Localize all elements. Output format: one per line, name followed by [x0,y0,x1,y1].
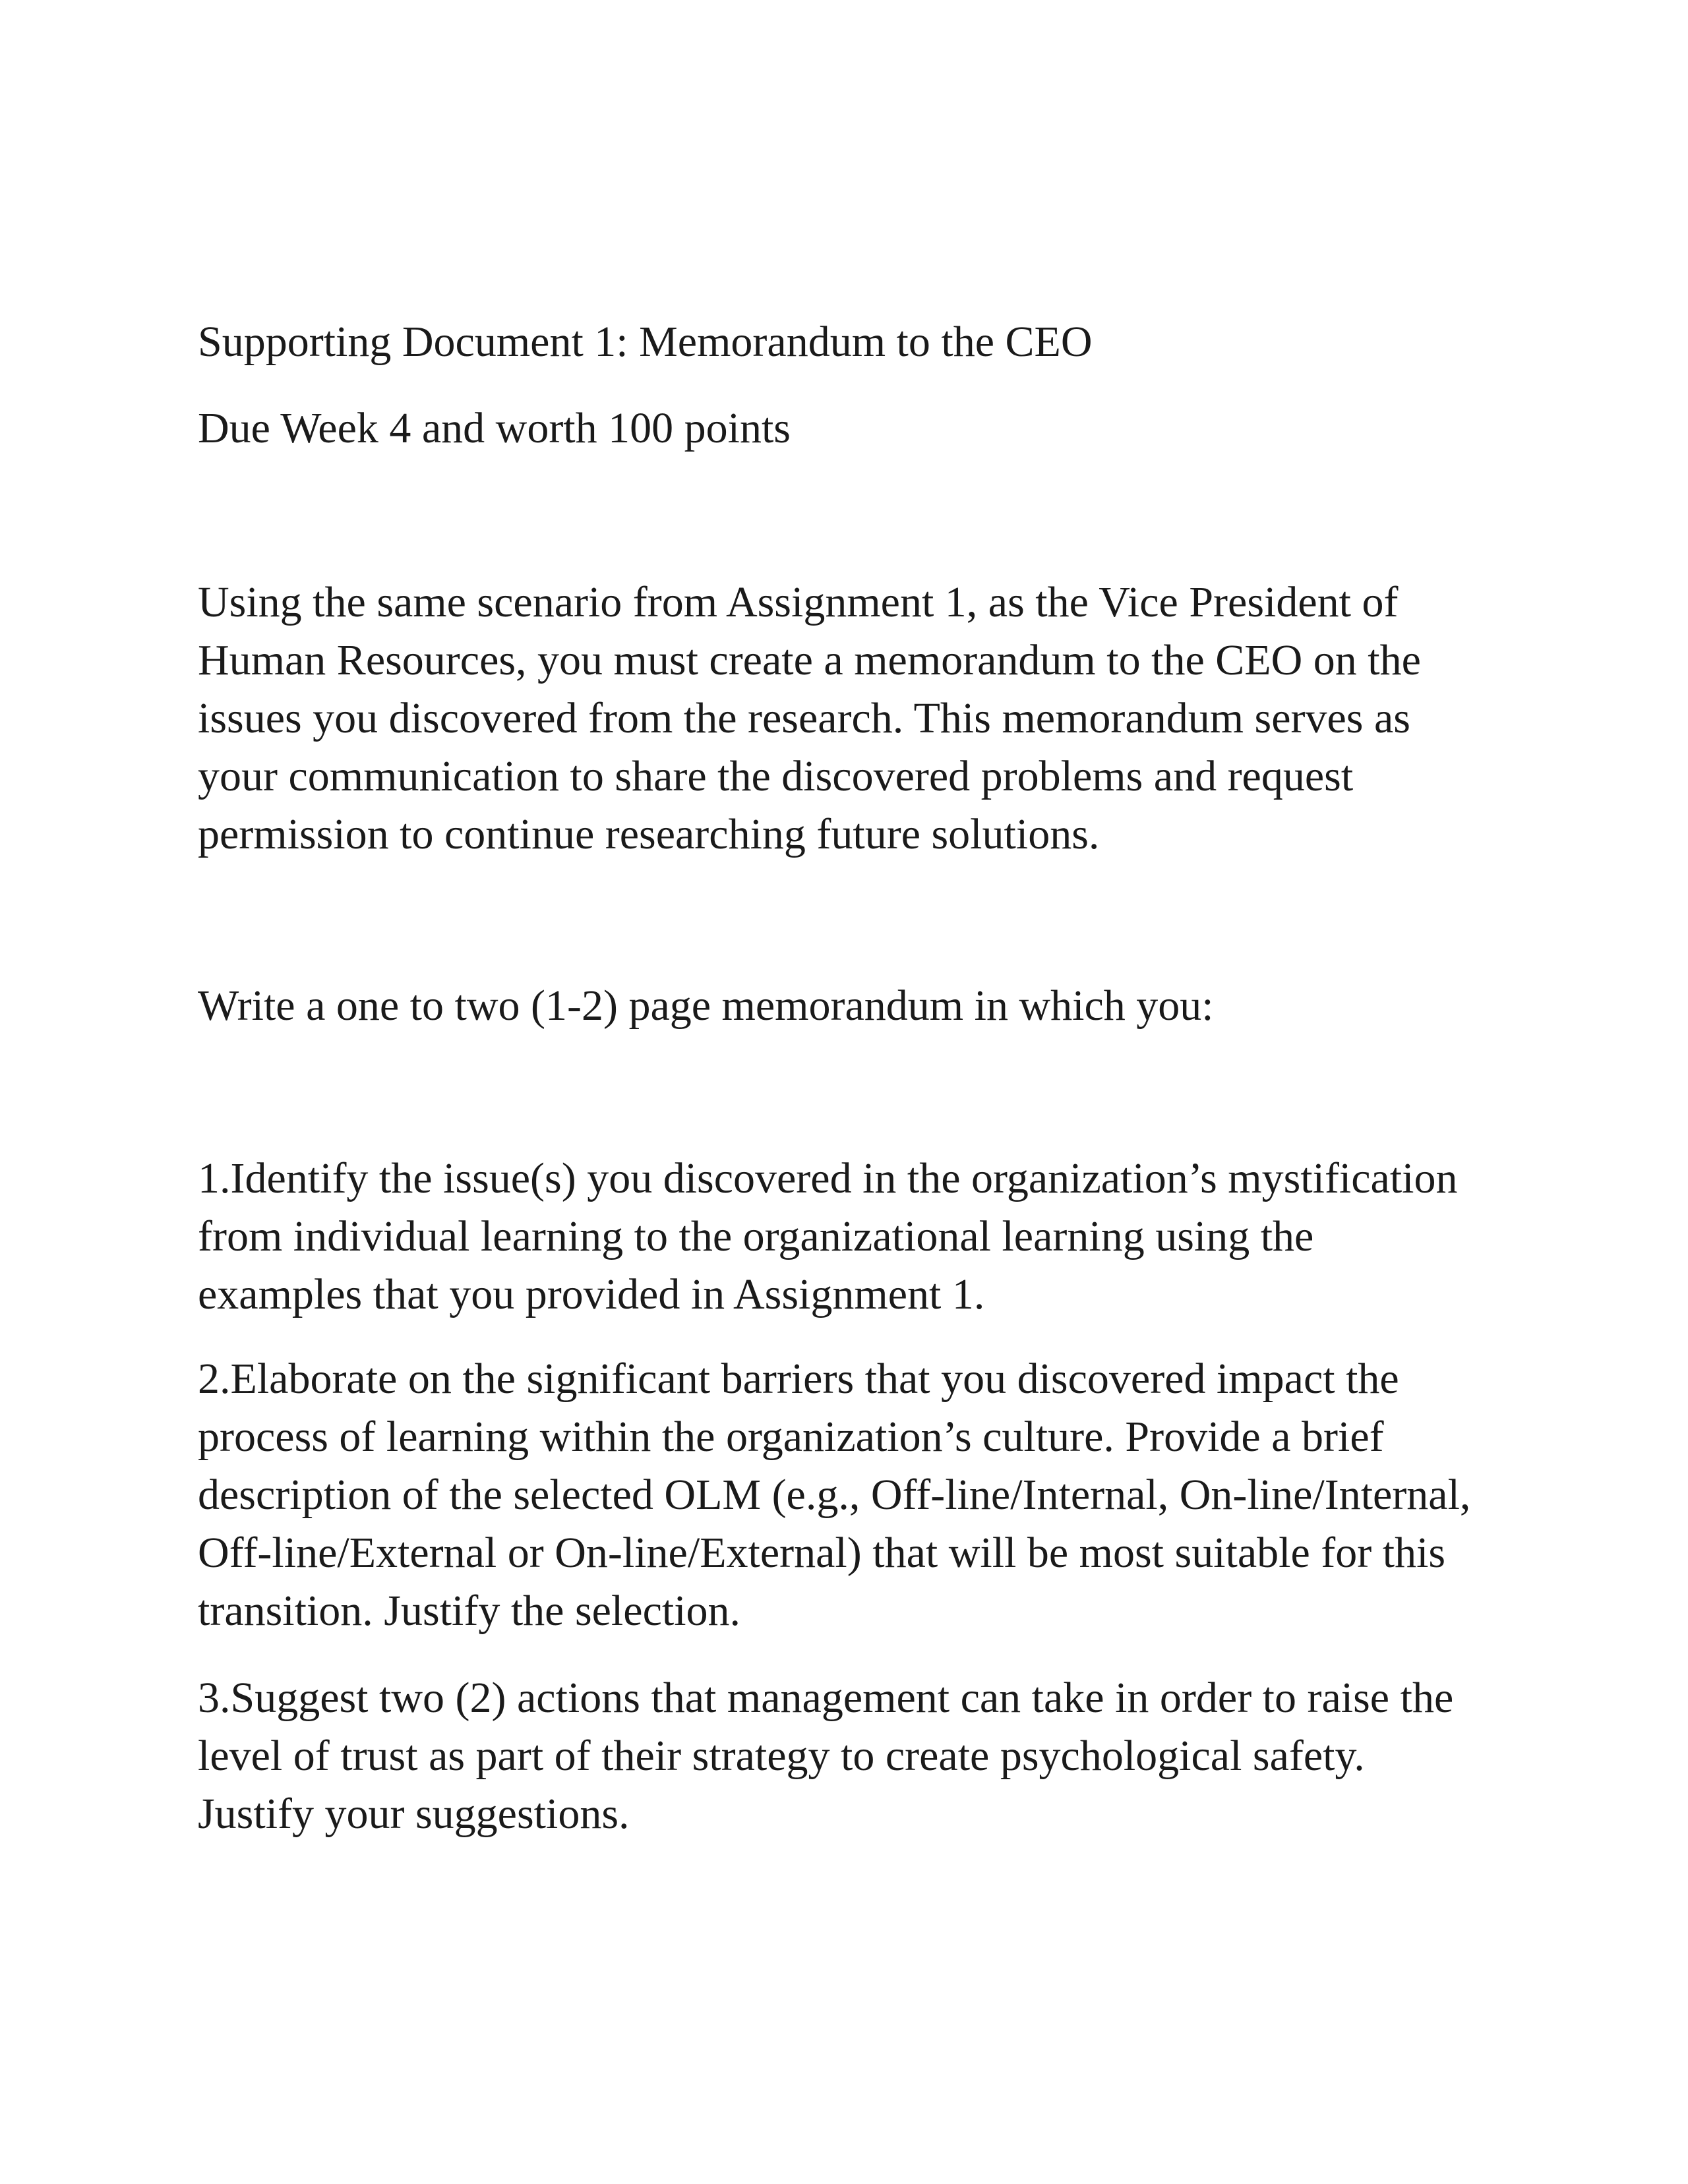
document-title: Supporting Document 1: Memorandum to the CEO [198,318,1093,366]
list-item-2: 2.Elaborate on the significant barriers that you discovered impact the process of learning within the organization’s culture. Provide a brief description of the selected OLM (e.g., Off-line/Internal, On-line/Internal, Off-line/External or On-line/External) that will be most suitable for this transition. Justify the selection. [198,1355,1471,1635]
intro-paragraph: Using the same scenario from Assignment 1, as the Vice President of Human Resources, you must create a memorandum to the CEO on the issues you discovered from the research. This memorandum serves as your communication to share the discovered problems and request permission to continue researching future solutions. [198,578,1421,858]
list-item-3: 3.Suggest two (2) actions that management can take in order to raise the level of trust as part of their strategy to create psychological safety. Justify your suggestions. [198,1674,1454,1838]
instruction-prompt: Write a one to two (1-2) page memorandum in which you: [198,982,1214,1030]
list-item-1: 1.Identify the issue(s) you discovered in the organization’s mystification from individual learning to the organizational learning using the examples that you provided in Assignment 1. [198,1154,1458,1318]
due-line: Due Week 4 and worth 100 points [198,404,791,452]
